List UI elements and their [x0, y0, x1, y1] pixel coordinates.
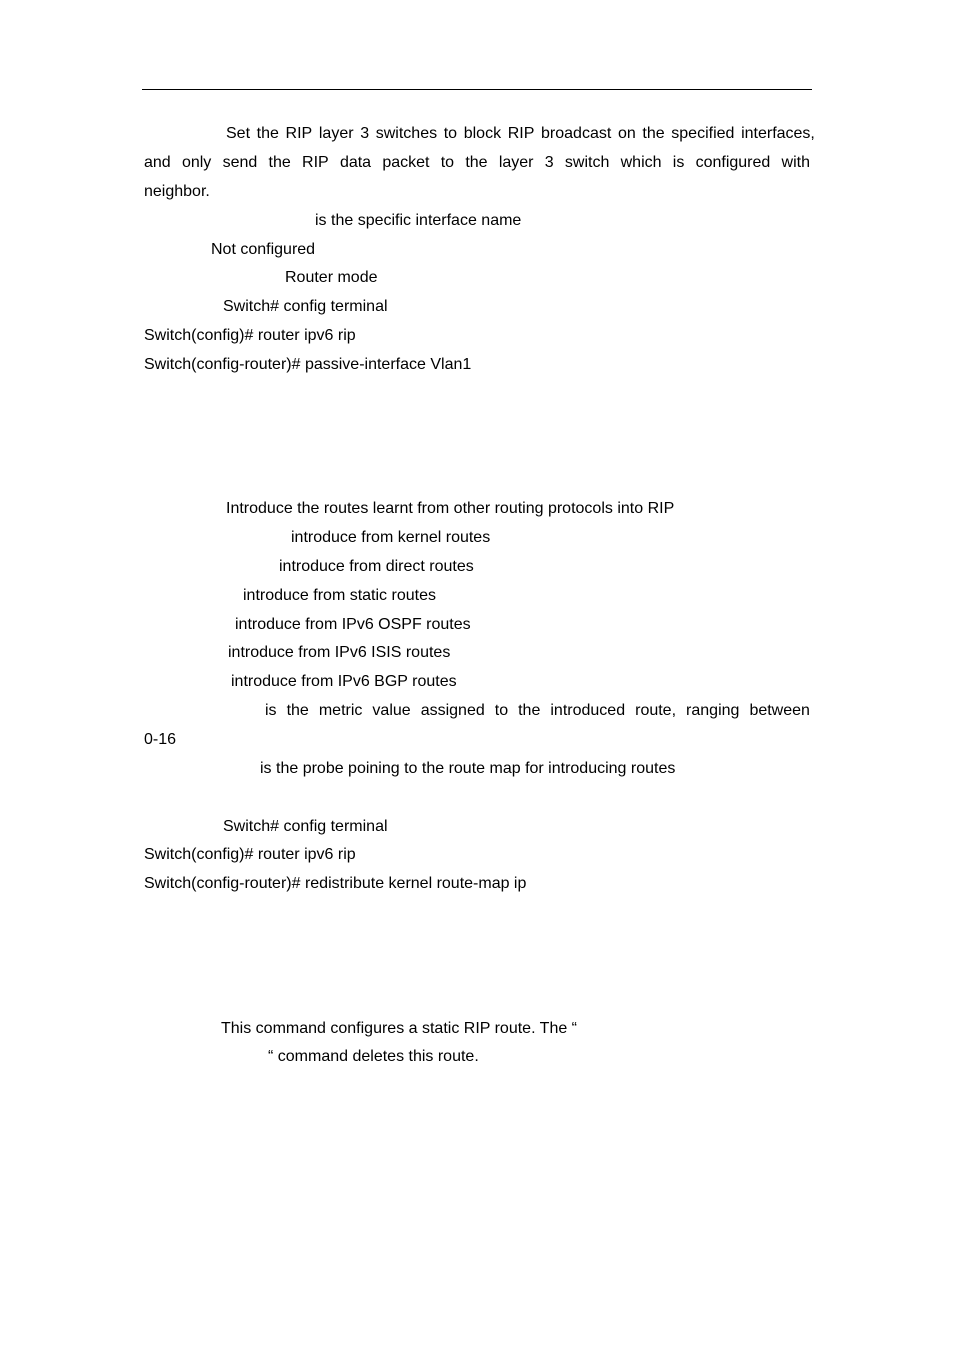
redistribute-param-connected: introduce from direct routes — [279, 558, 474, 575]
word: broadcast — [541, 125, 612, 142]
word: data — [339, 154, 372, 171]
header-rule — [142, 89, 812, 90]
word: configured — [695, 154, 771, 171]
redistribute-example-line-2: Switch(config)# router ipv6 rip — [144, 846, 356, 863]
word: RIP — [507, 125, 535, 142]
word: switches — [375, 125, 438, 142]
word: RIP — [302, 154, 329, 171]
word: the — [518, 702, 541, 719]
redistribute-param-kernel: introduce from kernel routes — [291, 529, 491, 546]
word: metric — [318, 702, 363, 719]
word: route, — [635, 702, 677, 719]
word: RIP — [285, 125, 313, 142]
word: the — [642, 125, 665, 142]
redistribute-metric-line-1 — [265, 701, 810, 721]
redistribute-param-isis: introduce from IPv6 ISIS routes — [228, 644, 451, 661]
passive-parameter: is the specific interface name — [315, 212, 522, 229]
redistribute-param-static: introduce from static routes — [243, 587, 436, 604]
word: only — [181, 154, 212, 171]
redistribute-route-map: is the probe poining to the route map for introducing routes — [260, 760, 676, 777]
word: 3 — [360, 125, 370, 142]
word: introduced — [550, 702, 626, 719]
redistribute-metric-line-2: 0-16 — [144, 731, 177, 748]
word: assigned — [420, 702, 485, 719]
word: and — [144, 154, 171, 171]
redistribute-param-ospf: introduce from IPv6 OSPF routes — [235, 616, 471, 633]
word: packet — [382, 154, 430, 171]
passive-example-line-3: Switch(config-router)# passive-interface Vlan1 — [144, 356, 472, 373]
word: switch — [564, 154, 610, 171]
passive-mode: Router mode — [285, 269, 378, 286]
passive-example-line-1: Switch# config terminal — [223, 298, 388, 315]
word: the — [286, 702, 309, 719]
route-usage-line-2: “ command deletes this route. — [268, 1048, 479, 1065]
redistribute-param-bgp: introduce from IPv6 BGP routes — [231, 673, 457, 690]
word: between — [749, 702, 810, 719]
word: value — [372, 702, 411, 719]
passive-usage-line-2 — [144, 153, 810, 173]
redistribute-usage: Introduce the routes learnt from other routing protocols into RIP — [226, 500, 675, 517]
word: the — [465, 154, 488, 171]
word: interfaces, — [741, 125, 815, 142]
word: with — [781, 154, 810, 171]
passive-default: Not configured — [211, 241, 316, 258]
word: 3 — [544, 154, 554, 171]
word: layer — [318, 125, 354, 142]
redistribute-example-line-1: Switch# config terminal — [223, 818, 388, 835]
word: Set — [226, 125, 251, 142]
word: which — [620, 154, 662, 171]
redistribute-example-line-3: Switch(config-router)# redistribute kernel route-map ip — [144, 875, 527, 892]
passive-usage-line-1 — [226, 124, 815, 144]
word: ranging — [686, 702, 740, 719]
word: layer — [498, 154, 534, 171]
word: is — [672, 154, 685, 171]
passive-example-line-2: Switch(config)# router ipv6 rip — [144, 327, 356, 344]
word: the — [256, 125, 279, 142]
word: send — [222, 154, 258, 171]
word: block — [463, 125, 502, 142]
word: the — [268, 154, 291, 171]
word: is — [265, 702, 277, 719]
word: to — [443, 125, 458, 142]
word: on — [617, 125, 636, 142]
word: to — [440, 154, 455, 171]
word: specified — [671, 125, 735, 142]
passive-usage-line-3: neighbor. — [144, 183, 210, 200]
route-usage-line-1: This command configures a static RIP route. The “ — [221, 1020, 578, 1037]
word: to — [494, 702, 509, 719]
